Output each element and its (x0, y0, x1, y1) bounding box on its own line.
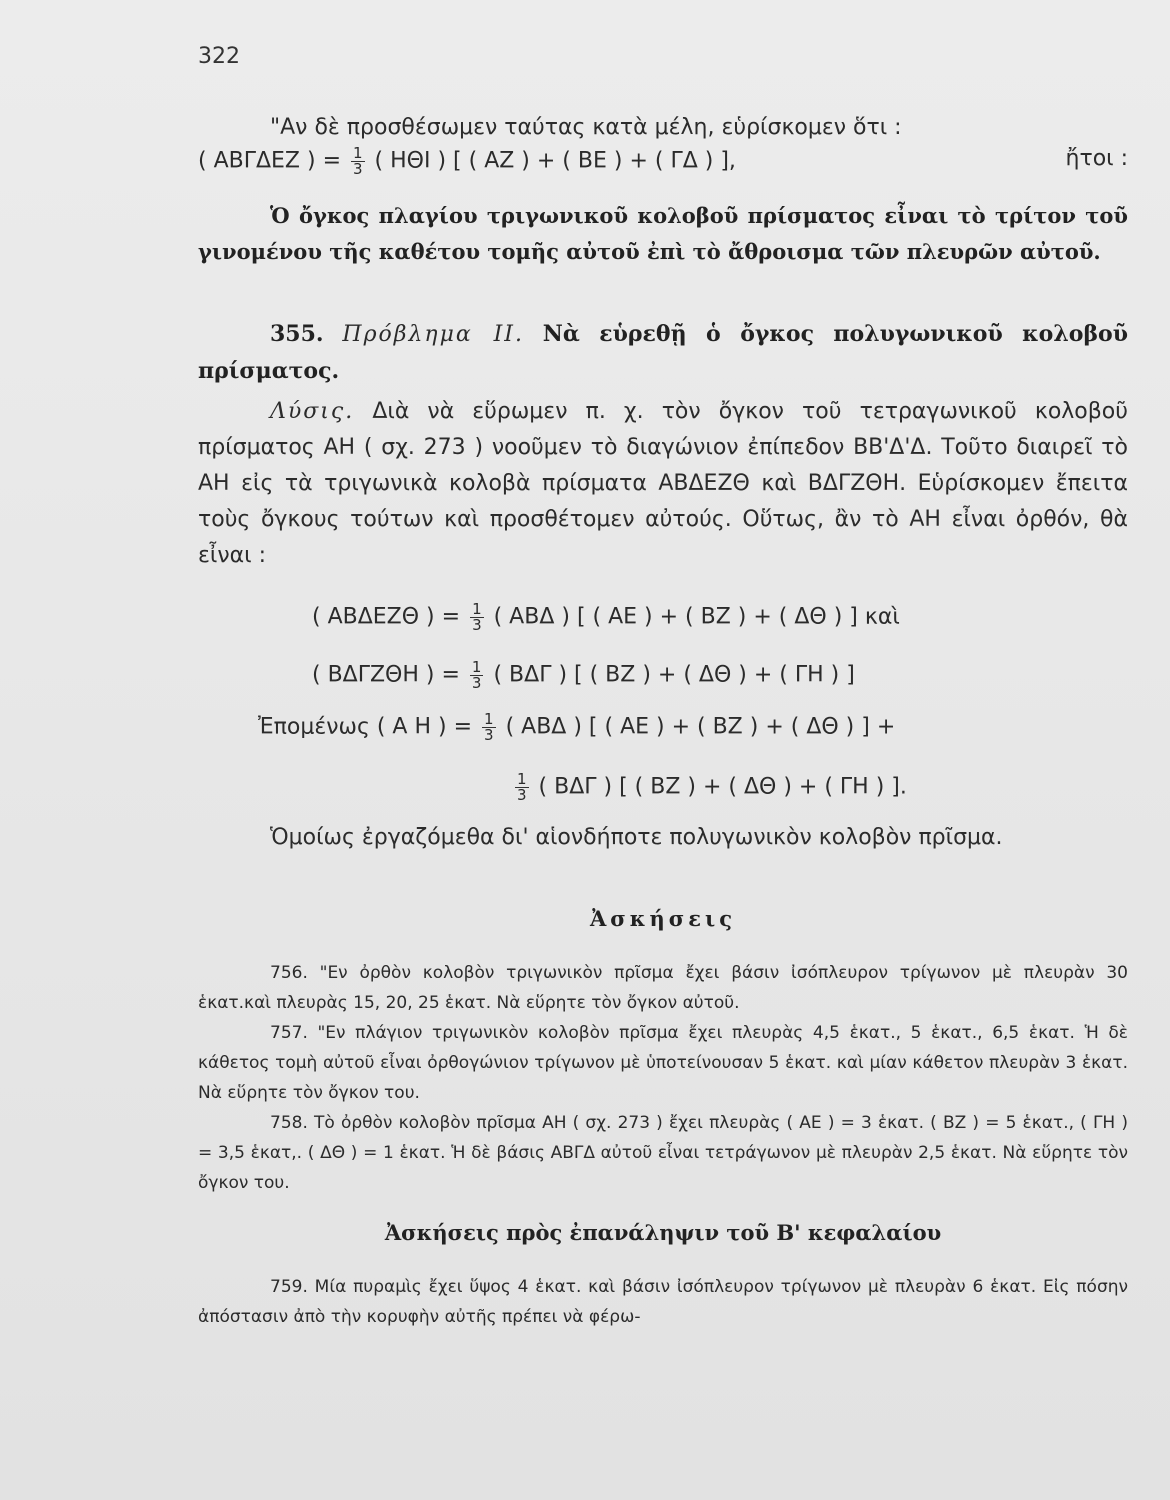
solution-label: Λύσις. (270, 399, 355, 424)
equation-2-left: ( ΑΒΔΕΖΘ ) = (312, 604, 461, 630)
theorem-statement: Ὁ ὄγκος πλαγίου τριγωνικοῦ κολοβοῦ πρίσματος εἶναι τὸ τρίτον τοῦ γινομένου τῆς καθέτου τομῆς αὐτοῦ ἐπὶ τὸ ἄθροισμα τῶν πλευρῶν αὐτοῦ. (198, 203, 1128, 264)
equation-4 (258, 712, 1128, 743)
exercises-heading: Ἀσκήσεις (590, 906, 736, 931)
fraction-denominator: 3 (484, 726, 494, 744)
problem-title: Νὰ εὑρεθῇ ὁ ὄγκος πολυγωνικοῦ κολοβοῦ πρίσματος. (198, 321, 1128, 384)
equation-5-right: ( ΒΔΓ ) [ ( ΒΖ ) + ( ΔΘ ) + ( ΓΗ ) ]. (538, 774, 907, 800)
similarly-paragraph: Ὁμοίως ἐργαζόμεθα δι' αἱονδήποτε πολυγωνικὸν κολοβὸν πρῖσμα. (270, 825, 1003, 850)
fraction-numerator: 1 (353, 144, 363, 162)
equation-3 (312, 660, 855, 691)
equation-3-right: ( ΒΔΓ ) [ ( ΒΖ ) + ( ΔΘ ) + ( ΓΗ ) ] (493, 662, 855, 688)
fraction-denominator: 3 (517, 786, 527, 804)
fraction-numerator: 1 (517, 770, 527, 788)
equation-3-left: ( ΒΔΓΖΘΗ ) = (312, 662, 460, 688)
formula-1-fraction (351, 146, 365, 177)
formula-1-tail: ἤτοι : (1065, 146, 1128, 171)
problem-355 (198, 316, 1128, 390)
fraction-denominator: 3 (472, 616, 482, 634)
equation-3-fraction (470, 660, 484, 691)
fraction-denominator: 3 (471, 674, 482, 692)
formula-1-right: ( ΗΘΙ ) [ ( ΑΖ ) + ( ΒΕ ) + ( ΓΔ ) ], (374, 148, 736, 174)
formula-1-left: ( ΑΒΓΔΕΖ ) = (198, 148, 341, 174)
exercise-756: 756. "Εν ὀρθὸν κολοβὸν τριγωνικὸν πρῖσμα ἔχει βάσιν ἰσόπλευρον τρίγωνον μὲ πλευρὰν 30 ἑκατ.καὶ πλευρὰς 15, 20, 25 ἑκατ. Νὰ εὕρητε τὸν ὄγκον αὐτοῦ. (198, 963, 1128, 1013)
solution-text: Διὰ νὰ εὕρωμεν π. χ. τὸν ὄγκον τοῦ τετραγωνικοῦ κολοβοῦ πρίσματος ΑΗ ( σχ. 273 ) νοοῦμεν τὸ διαγώνιον ἐπίπεδον ΒΒ'Δ'Δ. Τοῦτο διαιρεῖ τὸ ΑΗ εἰς τὰ τριγωνικὰ κολοβὰ πρίσματα ΑΒΔΕΖΘ καὶ ΒΔΓΖΘΗ. Εὑρίσκομεν ἔπειτα τοὺς ὄγκους τούτων καὶ προσθέτομεν αὐτούς. Οὕτως, ἂν τὸ ΑΗ εἶναι ὀρθόν, θὰ εἶναι : (198, 399, 1128, 568)
equation-5-fraction (515, 772, 529, 803)
solution-paragraph (198, 394, 1128, 574)
exercise-759: 759. Μία πυραμὶς ἔχει ὕψος 4 ἑκατ. καὶ βάσιν ἰσόπλευρον τρίγωνον μὲ πλευρὰν 6 ἑκατ. Εἰς πόσην ἀπόστασιν ἀπὸ τὴν κορυφὴν αὐτῆς πρέπει νὰ φέρω- (198, 1277, 1128, 1327)
problem-label: Πρόβλημα ΙΙ. (342, 322, 524, 347)
equation-2 (312, 602, 900, 633)
equation-4-right: ( ΑΒΔ ) [ ( ΑΕ ) + ( ΒΖ ) + ( ΔΘ ) ] + (505, 714, 896, 740)
fraction-numerator: 1 (484, 710, 494, 728)
formula-1 (198, 146, 1128, 177)
fraction-numerator: 1 (472, 600, 482, 618)
exercise-757: 757. "Εν πλάγιον τριγωνικὸν κολοβὸν πρῖσμα ἔχει πλευρὰς 4,5 ἑκατ., 5 ἑκατ., 6,5 ἑκατ. Ἡ δὲ κάθετος τομὴ αὐτοῦ εἶναι ὀρθογώνιον τρίγωνον μὲ ὑποτείνουσαν 5 ἑκατ. καὶ μίαν κάθετον πλευρὰν 3 ἑκατ. Νὰ εὕρητε τὸν ὄγκον του. (198, 1023, 1128, 1103)
page-number: 322 (198, 44, 240, 69)
equation-2-right: ( ΑΒΔ ) [ ( ΑΕ ) + ( ΒΖ ) + ( ΔΘ ) ] καὶ (493, 604, 900, 630)
problem-number: 355. (270, 321, 324, 347)
equation-4-fraction (482, 712, 496, 743)
equation-5 (512, 772, 907, 803)
review-heading: Ἀσκήσεις πρὸς ἐπανάληψιν τοῦ Β' κεφαλαίου (384, 1220, 942, 1245)
intro-line: "Αν δὲ προσθέσωμεν ταύτας κατὰ μέλη, εὑρίσκομεν ὅτι : (270, 115, 902, 140)
equation-4-left: Ἐπομένως ( Α Η ) = (258, 714, 473, 740)
exercise-758: 758. Τὸ ὀρθὸν κολοβὸν πρῖσμα ΑΗ ( σχ. 273 ) ἔχει πλευρὰς ( ΑΕ ) = 3 ἑκατ. ( ΒΖ ) = 5 ἑκατ., ( ΓΗ ) = 3,5 ἑκατ,. ( ΔΘ ) = 1 ἑκατ. Ἡ δὲ βάσις ΑΒΓΔ αὐτοῦ εἶναι τετράγωνον μὲ πλευρὰν 2,5 ἑκατ. Νὰ εὕρητε τὸν ὄγκον του. (198, 1113, 1128, 1193)
fraction-denominator: 3 (353, 160, 363, 178)
equation-2-fraction (470, 602, 484, 633)
fraction-numerator: 1 (471, 658, 482, 676)
